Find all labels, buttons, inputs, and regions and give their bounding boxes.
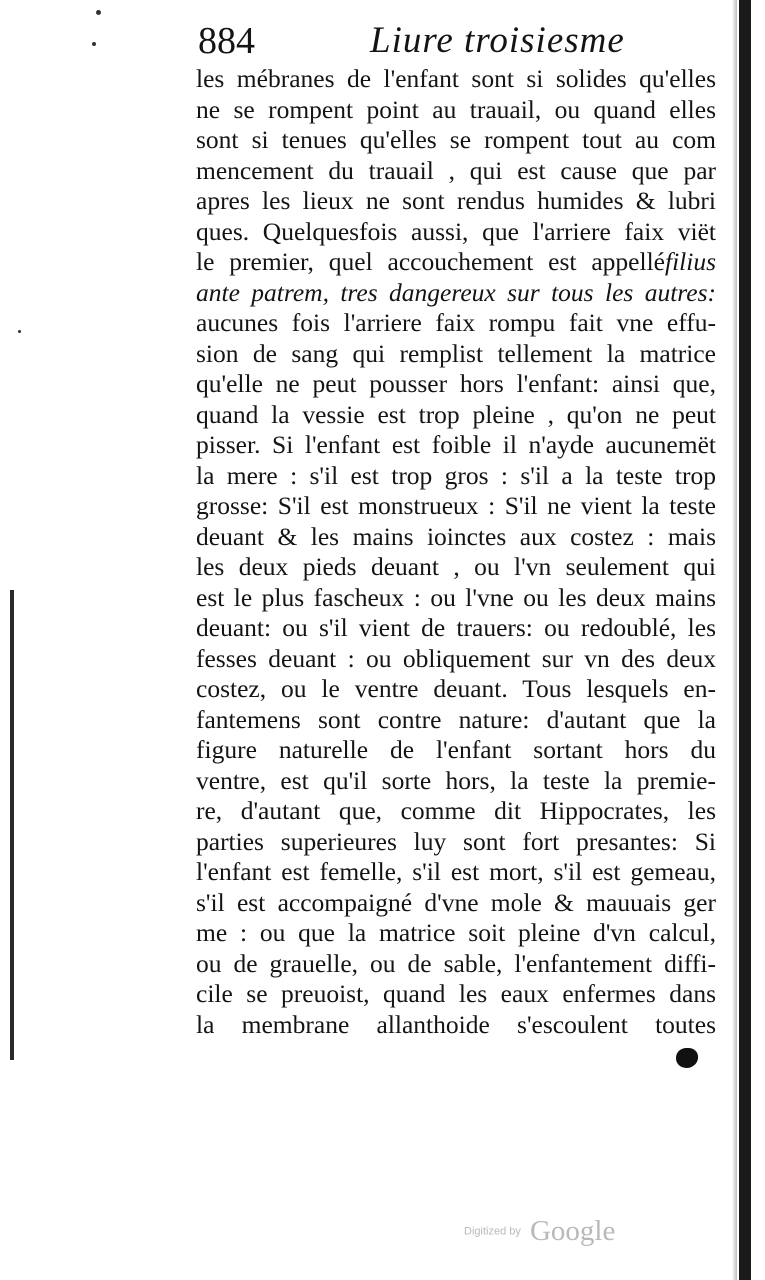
text-line: aucunes fois l'arriere faix rompu fait vne effu- — [196, 308, 716, 337]
text-line: est le plus fascheux : ou l'vne ou les deux mains — [196, 582, 716, 612]
text-line: la membrane allanthoide s'escoulent toutes — [196, 1009, 716, 1039]
text-line: qu'elle ne peut pousser hors l'enfant: ainsi que, — [196, 369, 716, 398]
text-line: quand la vessie est trop pleine , qu'on ne peut — [196, 399, 716, 429]
text-line: l'enfant est femelle, s'il est mort, s'il est gemeau, — [196, 857, 716, 886]
ink-blot — [676, 1048, 698, 1068]
text-line: parties superieures luy sont fort presantes: Si — [196, 826, 716, 856]
digitized-by-google-watermark — [464, 1215, 615, 1251]
ink-speck — [96, 10, 101, 15]
google-logo: Google — [529, 1215, 616, 1247]
body-text — [196, 64, 716, 1040]
text-line: re, d'autant que, comme dit Hippocrates, les — [196, 796, 716, 825]
text-line: figure naturelle de l'enfant sortant hors du — [196, 735, 716, 764]
left-margin-rule — [10, 590, 14, 1060]
binding-edge — [739, 0, 751, 1280]
text-line: la mere : s'il est trop gros : s'il a la teste trop — [196, 460, 716, 490]
text-line: s'il est accompaigné d'vne mole & mauuais ger — [196, 887, 716, 917]
text-line-with-italic — [196, 247, 716, 278]
text-line: pisser. Si l'enfant est foible il n'ayde aucunemët — [196, 430, 716, 459]
text-line: ou de grauelle, ou de sable, l'enfantement diffi- — [196, 948, 716, 978]
text-line: apres les lieux ne sont rendus humides & lubri — [196, 186, 716, 215]
text-line: sont si tenues qu'elles se rompent tout au com — [196, 125, 716, 154]
running-title: Liure troisiesme — [370, 20, 625, 61]
text-segment: le premier, quel accouchement est appellé — [196, 247, 665, 276]
text-line: costez, ou le ventre deuant. Tous lesquels en- — [196, 674, 716, 703]
text-line: fesses deuant : ou obliquement sur vn des deux — [196, 643, 716, 673]
text-line: mencement du trauail , qui est cause que par — [196, 155, 716, 185]
ink-speck — [92, 42, 96, 46]
text-line: deuant & les mains ioinctes aux costez : mais — [196, 521, 716, 551]
text-line: ventre, est qu'il sorte hors, la teste la premie- — [196, 765, 716, 795]
text-line: sion de sang qui remplist tellement la matrice — [196, 338, 716, 368]
text-line: les mébranes de l'enfant sont si solides qu'elles — [196, 64, 716, 93]
text-line: me : ou que la matrice soit pleine d'vn calcul, — [196, 918, 716, 947]
text-line: ante patrem, tres dangereux sur tous les autres: — [196, 277, 716, 307]
text-line: grosse: S'il est monstrueux : S'il ne vient la teste — [196, 491, 716, 520]
watermark-prefix: Digitized by — [464, 1225, 521, 1238]
text-line: ques. Quelquesfois aussi, que l'arriere faix viët — [196, 216, 716, 246]
ink-speck — [18, 330, 21, 333]
text-line: cile se preuoist, quand les eaux enfermes dans — [196, 979, 716, 1008]
text-line: ne se rompent point au trauail, ou quand elles — [196, 94, 716, 124]
italic-phrase: filius — [664, 247, 716, 276]
text-line: fantemens sont contre nature: d'autant que la — [196, 704, 716, 734]
page-header — [198, 18, 718, 68]
binding-shadow — [732, 0, 737, 1280]
text-line: les deux pieds deuant , ou l'vn seulement qui — [196, 552, 716, 581]
text-line: deuant: ou s'il vient de trauers: ou redoublé, les — [196, 613, 716, 642]
page-number: 884 — [198, 20, 255, 62]
